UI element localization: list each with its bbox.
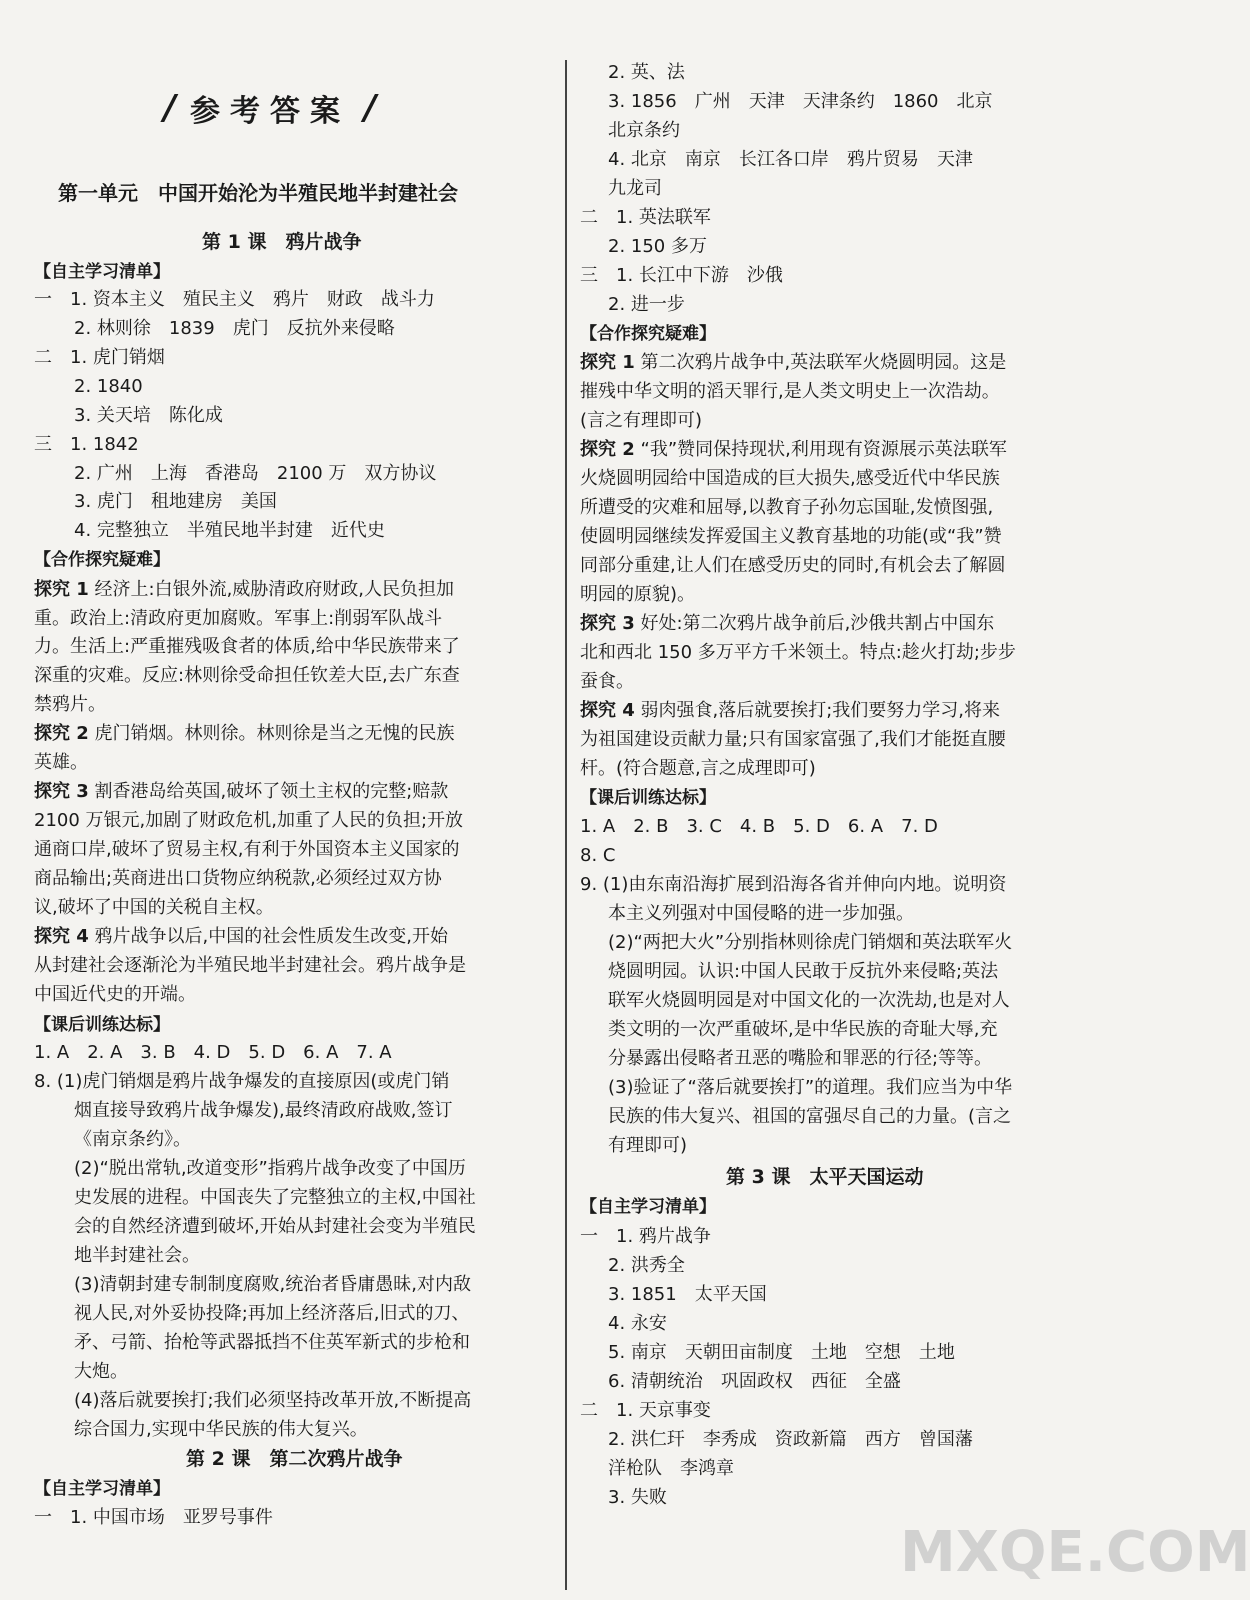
explore-label: 探究 1 (34, 579, 89, 600)
answer-line (34, 721, 455, 747)
answers-banner (140, 88, 400, 128)
answer-line: 8. C (580, 845, 616, 866)
answer-line: 视人民,对外妥协投降;再加上经济落后,旧式的刀、 (74, 1303, 470, 1324)
answer-line (34, 577, 454, 603)
answer-line: (3)清朝封建专制制度腐败,统治者昏庸愚昧,对内敌 (74, 1274, 471, 1295)
answer-line: 联军火烧圆明园是对中国文化的一次洗劫,也是对人 (608, 990, 1010, 1011)
answer-line: 1. A 2. B 3. C 4. B 5. D 6. A 7. D (580, 816, 938, 837)
answer-line: 明园的原貌)。 (580, 584, 696, 605)
answer-line: 从封建社会逐渐沦为半殖民地半封建社会。鸦片战争是 (34, 955, 466, 976)
answer-line: 8. (1)虎门销烟是鸦片战争爆发的直接原因(或虎门销 (34, 1071, 450, 1092)
answer-line: 火烧圆明园给中国造成的巨大损失,感受近代中华民族 (580, 468, 1000, 489)
answer-line: 2. 英、法 (608, 62, 685, 83)
answer-line: 会的自然经济遭到破坏,开始从封建社会变为半殖民 (74, 1216, 476, 1237)
unit-heading: 第一单元 中国开始沦为半殖民地半封建社会 (58, 181, 458, 205)
answer-text: “我”赞同保持现状,利用现有资源展示英法联军 (634, 439, 1007, 460)
answer-line: 深重的灾难。反应:林则徐受命担任钦差大臣,去广东查 (34, 665, 460, 686)
explore-label: 探究 4 (580, 700, 635, 721)
answer-line: 民族的伟大复兴、祖国的富强尽自己的力量。(言之 (608, 1106, 1012, 1127)
answer-line: 蚕食。 (580, 671, 634, 692)
column-divider (565, 60, 567, 1590)
section-heading: 【 自主学习清单 】 (34, 259, 170, 285)
answer-line (34, 779, 448, 805)
answer-line: 3. 虎门 租地建房 美国 (74, 491, 277, 512)
answer-line: (言之有理即可) (580, 410, 703, 431)
answer-line (580, 611, 994, 637)
answer-line: 地半封建社会。 (74, 1245, 200, 1266)
answer-line: 3. 1856 广州 天津 天津条约 1860 北京 (608, 91, 993, 112)
answer-line (580, 698, 1000, 724)
answer-line: 烧圆明园。认识:中国人民敢于反抗外来侵略;英法 (608, 961, 999, 982)
answer-line: 同部分重建,让人们在感受历史的同时,有机会去了解圆 (580, 555, 1006, 576)
answer-line: 一 1. 中国市场 亚罗号事件 (34, 1507, 273, 1528)
answer-line: (2)“脱出常轨,改道变形”指鸦片战争改变了中国历 (74, 1158, 466, 1179)
answer-line: 类文明的一次严重破坏,是中华民族的奇耻大辱,充 (608, 1019, 998, 1040)
answer-line: 杆。(符合题意,言之成理即可) (580, 758, 816, 779)
banner-slash-left: / (163, 88, 176, 128)
explore-label: 探究 3 (34, 781, 89, 802)
section-heading: 【 课后训练达标 】 (34, 1012, 170, 1038)
answer-line: 分暴露出侵略者丑恶的嘴脸和罪恶的行径;等等。 (608, 1048, 993, 1069)
explore-label: 探究 3 (580, 613, 635, 634)
answer-line: 3. 关天培 陈化成 (74, 405, 223, 426)
answer-line: 北京条约 (608, 120, 680, 141)
answer-line: 2. 洪秀全 (608, 1255, 685, 1276)
banner-slash-right: / (364, 88, 377, 128)
answer-line: 3. 1851 太平天国 (608, 1284, 767, 1305)
answer-line: 二 1. 英法联军 (580, 207, 711, 228)
answer-line: 2. 150 多万 (608, 236, 707, 257)
answer-line: 史发展的进程。中国丧失了完整独立的主权,中国社 (74, 1187, 476, 1208)
answer-line: 1. A 2. A 3. B 4. D 5. D 6. A 7. A (34, 1042, 392, 1063)
answer-line: 所遭受的灾难和屈辱,以教育子孙勿忘国耻,发愤图强, (580, 497, 994, 518)
banner-title: 参考答案 (190, 94, 350, 129)
answer-text: 弱肉强食,落后就要挨打;我们要努力学习,将来 (634, 700, 1001, 721)
answer-line: 三 1. 1842 (34, 434, 139, 455)
answer-text: 割香港岛给英国,破坏了领土主权的完整;赔款 (88, 781, 449, 802)
answer-line: 三 1. 长江中下游 沙俄 (580, 265, 783, 286)
explore-label: 探究 2 (34, 723, 89, 744)
answer-line: 大炮。 (74, 1361, 128, 1382)
answer-line: 一 1. 鸦片战争 (580, 1226, 711, 1247)
answer-line: 5. 南京 天朝田亩制度 土地 空想 土地 (608, 1342, 955, 1363)
answer-text: 虎门销烟。林则徐。林则徐是当之无愧的民族 (88, 723, 455, 744)
answer-text: 鸦片战争以后,中国的社会性质发生改变,开始 (88, 926, 448, 947)
answer-text: 第二次鸦片战争中,英法联军火烧圆明园。这是 (634, 352, 1007, 373)
answer-line: 有理即可) (608, 1135, 688, 1156)
lesson-heading: 第 2 课 第二次鸦片战争 (186, 1448, 403, 1470)
section-heading: 【 自主学习清单 】 (34, 1476, 170, 1502)
explore-label: 探究 1 (580, 352, 635, 373)
answer-line: (3)验证了“落后就要挨打”的道理。我们应当为中华 (608, 1077, 1013, 1098)
explore-label: 探究 4 (34, 926, 89, 947)
answer-text: 经济上:白银外流,威胁清政府财政,人民负担加 (88, 579, 455, 600)
answer-line: 2. 洪仁玕 李秀成 资政新篇 西方 曾国藩 (608, 1429, 973, 1450)
answer-line: 中国近代史的开端。 (34, 984, 196, 1005)
section-heading: 【 合作探究疑难 】 (580, 321, 716, 347)
answer-line: 9. (1)由东南沿海扩展到沿海各省并伸向内地。说明资 (580, 874, 1007, 895)
answer-line: 矛、弓箭、抬枪等武器抵挡不住英军新式的步枪和 (74, 1332, 470, 1353)
answer-line: 2. 广州 上海 香港岛 2100 万 双方协议 (74, 463, 437, 484)
answer-line (580, 437, 1007, 463)
answer-line (580, 350, 1006, 376)
answer-line: 二 1. 虎门销烟 (34, 347, 165, 368)
answer-line: 重。政治上:清政府更加腐败。军事上:削弱军队战斗 (34, 608, 443, 629)
answer-line: 使圆明园继续发挥爱国主义教育基地的功能(或“我”赞 (580, 526, 1002, 547)
answer-line: 为祖国建设贡献力量;只有国家富强了,我们才能挺直腰 (580, 729, 1006, 750)
answer-line: 4. 北京 南京 长江各口岸 鸦片贸易 天津 (608, 149, 973, 170)
answer-line: 北和西北 150 多万平方千米领土。特点:趁火打劫;步步 (580, 642, 1016, 663)
answer-line: (4)落后就要挨打;我们必须坚持改革开放,不断提高 (74, 1390, 472, 1411)
answer-line: 2100 万银元,加剧了财政危机,加重了人民的负担;开放 (34, 810, 464, 831)
answer-line: 3. 失败 (608, 1487, 667, 1508)
answer-line: 2. 进一步 (608, 294, 685, 315)
lesson-heading: 第 3 课 太平天国运动 (726, 1166, 924, 1188)
answer-line: 2. 1840 (74, 376, 143, 397)
answer-line: (2)“两把大火”分别指林则徐虎门销烟和英法联军火 (608, 932, 1013, 953)
watermark: MXQE.COM (900, 1520, 1250, 1585)
answer-line: 二 1. 天京事变 (580, 1400, 711, 1421)
answer-line: 综合国力,实现中华民族的伟大复兴。 (74, 1419, 368, 1440)
answer-line: 4. 完整独立 半殖民地半封建 近代史 (74, 520, 385, 541)
answer-line: 烟直接导致鸦片战争爆发),最终清政府战败,签订 (74, 1100, 453, 1121)
answer-line: 一 1. 资本主义 殖民主义 鸦片 财政 战斗力 (34, 289, 435, 310)
answer-text: 好处:第二次鸦片战争前后,沙俄共割占中国东 (634, 613, 995, 634)
section-heading: 【 自主学习清单 】 (580, 1194, 716, 1220)
explore-label: 探究 2 (580, 439, 635, 460)
answer-line: 通商口岸,破坏了贸易主权,有利于外国资本主义国家的 (34, 839, 460, 860)
answer-line: 英雄。 (34, 752, 88, 773)
answer-line: 《南京条约》。 (74, 1129, 191, 1150)
answer-line: 商品输出;英商进出口货物应纳税款,必须经过双方协 (34, 868, 442, 889)
answer-line: 力。生活上:严重摧残吸食者的体质,给中华民族带来了 (34, 636, 460, 657)
section-heading: 【 课后训练达标 】 (580, 785, 716, 811)
answer-line: 本主义列强对中国侵略的进一步加强。 (608, 903, 914, 924)
answer-line: 洋枪队 李鸿章 (608, 1458, 734, 1479)
section-heading: 【 合作探究疑难 】 (34, 547, 170, 573)
answer-line: 摧残中华文明的滔天罪行,是人类文明史上一次浩劫。 (580, 381, 1000, 402)
answer-line: 4. 永安 (608, 1313, 667, 1334)
answer-line: 6. 清朝统治 巩固政权 西征 全盛 (608, 1371, 901, 1392)
lesson-heading: 第 1 课 鸦片战争 (202, 231, 362, 253)
answer-line (34, 924, 448, 950)
answer-line: 禁鸦片。 (34, 694, 106, 715)
answer-line: 九龙司 (608, 178, 662, 199)
answer-line: 2. 林则徐 1839 虎门 反抗外来侵略 (74, 318, 395, 339)
answer-line: 议,破坏了中国的关税自主权。 (34, 897, 274, 918)
